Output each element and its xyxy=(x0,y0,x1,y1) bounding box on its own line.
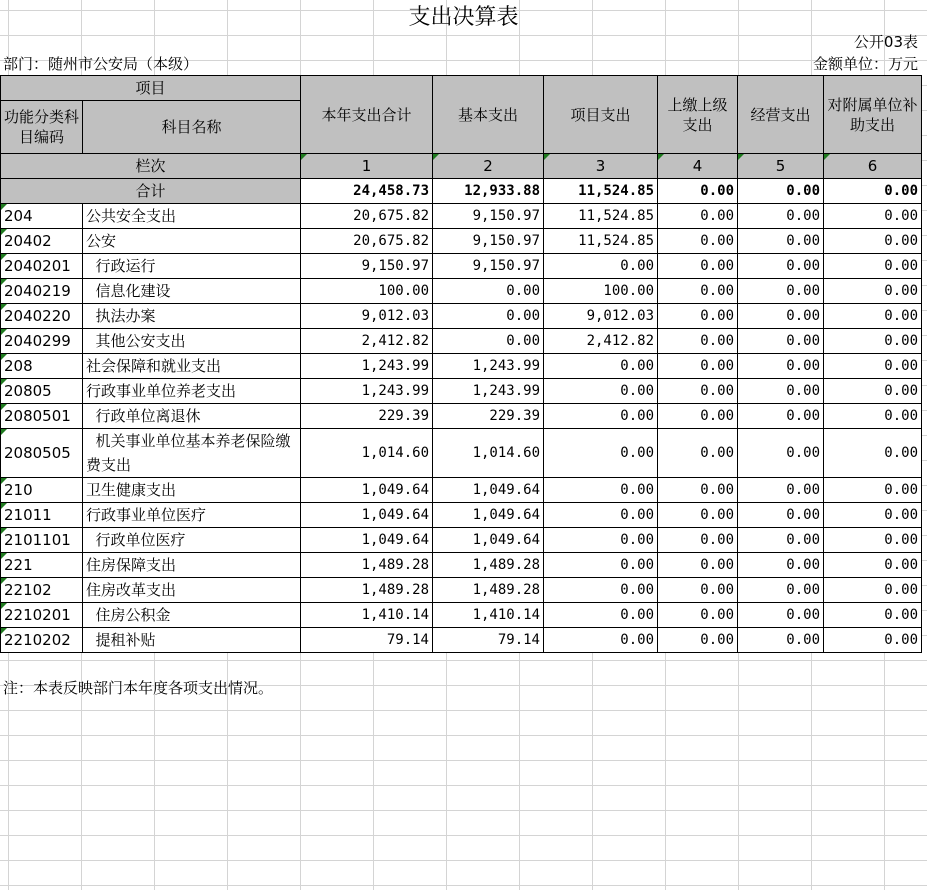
amount-cell: 0.00 xyxy=(738,603,824,628)
table-row xyxy=(1,379,922,404)
amount-cell: 0.00 xyxy=(824,503,922,528)
func-code-cell: 2080501 xyxy=(1,404,83,429)
amount-cell: 9,150.97 xyxy=(433,254,544,279)
sheet-title: 支出决算表 xyxy=(408,5,519,30)
func-code-cell: 2210202 xyxy=(1,628,83,653)
amount-cell: 2,412.82 xyxy=(544,329,658,354)
amount-cell: 1,243.99 xyxy=(433,354,544,379)
amount-cell: 0.00 xyxy=(738,279,824,304)
amount-cell: 0.00 xyxy=(658,229,738,254)
amount-cell: 0.00 xyxy=(544,553,658,578)
amount-cell: 9,012.03 xyxy=(301,304,433,329)
subject-name-header: 科目名称 xyxy=(83,101,301,154)
amount-cell: 0.00 xyxy=(544,254,658,279)
amount-cell: 1,014.60 xyxy=(301,429,433,478)
subject-name-cell: 公共安全支出 xyxy=(83,204,301,229)
amount-cell: 0.00 xyxy=(824,379,922,404)
table-row xyxy=(1,478,922,503)
amount-cell: 0.00 xyxy=(544,628,658,653)
amount-cell: 0.00 xyxy=(824,553,922,578)
col-index-6: 6 xyxy=(824,154,922,179)
table-row xyxy=(1,553,922,578)
amount-cell: 9,150.97 xyxy=(433,204,544,229)
amount-cell: 0.00 xyxy=(824,329,922,354)
amount-cell: 0.00 xyxy=(738,429,824,478)
amount-cell: 0.00 xyxy=(824,204,922,229)
amount-cell: 1,489.28 xyxy=(301,553,433,578)
col-total-header: 本年支出合计 xyxy=(301,76,433,154)
amount-cell: 0.00 xyxy=(544,429,658,478)
amount-cell: 0.00 xyxy=(824,603,922,628)
total-value: 0.00 xyxy=(738,179,824,204)
subject-name-cell: 住房公积金 xyxy=(83,603,301,628)
total-value: 11,524.85 xyxy=(544,179,658,204)
col-index-4: 4 xyxy=(658,154,738,179)
col-index-2: 2 xyxy=(433,154,544,179)
table-code: 公开03表 xyxy=(853,33,918,51)
amount-cell: 0.00 xyxy=(544,478,658,503)
total-value: 24,458.73 xyxy=(301,179,433,204)
table-row xyxy=(1,603,922,628)
amount-cell: 0.00 xyxy=(824,628,922,653)
amount-cell: 0.00 xyxy=(824,478,922,503)
amount-cell: 0.00 xyxy=(738,379,824,404)
amount-cell: 100.00 xyxy=(544,279,658,304)
table-row xyxy=(1,279,922,304)
amount-cell: 0.00 xyxy=(544,354,658,379)
amount-cell: 0.00 xyxy=(544,528,658,553)
amount-cell: 1,243.99 xyxy=(433,379,544,404)
amount-cell: 229.39 xyxy=(301,404,433,429)
amount-cell: 0.00 xyxy=(544,603,658,628)
amount-cell: 100.00 xyxy=(301,279,433,304)
amount-cell: 1,410.14 xyxy=(433,603,544,628)
total-value: 12,933.88 xyxy=(433,179,544,204)
subject-name-cell: 机关事业单位基本养老保险缴费支出 xyxy=(83,429,301,478)
amount-cell: 20,675.82 xyxy=(301,229,433,254)
amount-cell: 0.00 xyxy=(824,279,922,304)
table-row xyxy=(1,628,922,653)
func-code-cell: 221 xyxy=(1,553,83,578)
amount-cell: 0.00 xyxy=(738,628,824,653)
table-row xyxy=(1,503,922,528)
total-value: 0.00 xyxy=(658,179,738,204)
amount-cell: 0.00 xyxy=(658,429,738,478)
func-code-cell: 204 xyxy=(1,204,83,229)
func-code-cell: 20402 xyxy=(1,229,83,254)
amount-cell: 0.00 xyxy=(738,354,824,379)
amount-cell: 0.00 xyxy=(738,578,824,603)
subject-name-cell: 提租补贴 xyxy=(83,628,301,653)
amount-cell: 0.00 xyxy=(658,304,738,329)
amount-cell: 0.00 xyxy=(738,304,824,329)
subject-name-cell: 信息化建设 xyxy=(83,279,301,304)
amount-cell: 0.00 xyxy=(433,304,544,329)
table-row xyxy=(1,354,922,379)
amount-cell: 79.14 xyxy=(301,628,433,653)
amount-cell: 1,243.99 xyxy=(301,379,433,404)
footnote: 注：本表反映部门本年度各项支出情况。 xyxy=(3,679,274,697)
amount-cell: 0.00 xyxy=(738,553,824,578)
unit-label: 金额单位：万元 xyxy=(812,55,918,73)
func-code-cell: 21011 xyxy=(1,503,83,528)
amount-cell: 0.00 xyxy=(658,553,738,578)
subject-name-cell: 行政运行 xyxy=(83,254,301,279)
amount-cell: 1,243.99 xyxy=(301,354,433,379)
amount-cell: 0.00 xyxy=(544,503,658,528)
amount-cell: 0.00 xyxy=(658,478,738,503)
amount-cell: 0.00 xyxy=(433,279,544,304)
func-code-cell: 2040220 xyxy=(1,304,83,329)
amount-cell: 0.00 xyxy=(658,379,738,404)
col-subsidy-header: 对附属单位补助支出 xyxy=(824,76,922,154)
amount-cell: 0.00 xyxy=(738,229,824,254)
amount-cell: 0.00 xyxy=(433,329,544,354)
col-index-5: 5 xyxy=(738,154,824,179)
total-label: 合计 xyxy=(1,179,301,204)
amount-cell: 1,489.28 xyxy=(301,578,433,603)
amount-cell: 11,524.85 xyxy=(544,229,658,254)
table-row xyxy=(1,304,922,329)
lanci-header: 栏次 xyxy=(1,154,301,179)
amount-cell: 9,150.97 xyxy=(433,229,544,254)
amount-cell: 0.00 xyxy=(658,204,738,229)
amount-cell: 0.00 xyxy=(824,429,922,478)
amount-cell: 1,489.28 xyxy=(433,553,544,578)
subject-name-cell: 住房保障支出 xyxy=(83,553,301,578)
amount-cell: 1,049.64 xyxy=(301,503,433,528)
amount-cell: 1,410.14 xyxy=(301,603,433,628)
col-index-1: 1 xyxy=(301,154,433,179)
amount-cell: 0.00 xyxy=(738,254,824,279)
amount-cell: 0.00 xyxy=(658,254,738,279)
amount-cell: 0.00 xyxy=(658,528,738,553)
func-code-cell: 2040219 xyxy=(1,279,83,304)
func-code-cell: 2101101 xyxy=(1,528,83,553)
amount-cell: 1,489.28 xyxy=(433,578,544,603)
subject-name-cell: 行政事业单位医疗 xyxy=(83,503,301,528)
subject-name-cell: 公安 xyxy=(83,229,301,254)
amount-cell: 0.00 xyxy=(824,354,922,379)
table-row xyxy=(1,204,922,229)
subject-name-cell: 行政单位离退休 xyxy=(83,404,301,429)
amount-cell: 1,014.60 xyxy=(433,429,544,478)
amount-cell: 0.00 xyxy=(824,254,922,279)
amount-cell: 1,049.64 xyxy=(433,528,544,553)
amount-cell: 0.00 xyxy=(824,229,922,254)
amount-cell: 0.00 xyxy=(544,578,658,603)
amount-cell: 0.00 xyxy=(658,603,738,628)
subject-name-cell: 社会保障和就业支出 xyxy=(83,354,301,379)
table-row xyxy=(1,429,922,478)
col-operating-header: 经营支出 xyxy=(738,76,824,154)
expenditure-table xyxy=(0,75,922,653)
amount-cell: 0.00 xyxy=(658,628,738,653)
amount-cell: 11,524.85 xyxy=(544,204,658,229)
amount-cell: 0.00 xyxy=(658,354,738,379)
amount-cell: 0.00 xyxy=(824,578,922,603)
amount-cell: 0.00 xyxy=(824,304,922,329)
amount-cell: 0.00 xyxy=(824,528,922,553)
amount-cell: 1,049.64 xyxy=(433,503,544,528)
func-code-cell: 2040299 xyxy=(1,329,83,354)
table-row xyxy=(1,528,922,553)
col-project-header: 项目支出 xyxy=(544,76,658,154)
amount-cell: 0.00 xyxy=(658,329,738,354)
project-header: 项目 xyxy=(1,76,301,101)
subject-name-cell: 其他公安支出 xyxy=(83,329,301,354)
func-code-cell: 210 xyxy=(1,478,83,503)
amount-cell: 0.00 xyxy=(544,404,658,429)
amount-cell: 20,675.82 xyxy=(301,204,433,229)
amount-cell: 2,412.82 xyxy=(301,329,433,354)
subject-name-cell: 行政事业单位养老支出 xyxy=(83,379,301,404)
subject-name-cell: 行政单位医疗 xyxy=(83,528,301,553)
amount-cell: 0.00 xyxy=(544,379,658,404)
amount-cell: 0.00 xyxy=(738,404,824,429)
func-code-cell: 2210201 xyxy=(1,603,83,628)
table-row xyxy=(1,229,922,254)
amount-cell: 1,049.64 xyxy=(301,528,433,553)
col-upper-header: 上缴上级支出 xyxy=(658,76,738,154)
func-code-cell: 208 xyxy=(1,354,83,379)
amount-cell: 1,049.64 xyxy=(301,478,433,503)
func-code-cell: 22102 xyxy=(1,578,83,603)
table-row xyxy=(1,329,922,354)
amount-cell: 0.00 xyxy=(658,404,738,429)
amount-cell: 0.00 xyxy=(658,279,738,304)
amount-cell: 0.00 xyxy=(738,528,824,553)
subject-name-cell: 执法办案 xyxy=(83,304,301,329)
amount-cell: 1,049.64 xyxy=(433,478,544,503)
department-label: 部门：随州市公安局（本级） xyxy=(3,55,199,73)
amount-cell: 79.14 xyxy=(433,628,544,653)
amount-cell: 9,150.97 xyxy=(301,254,433,279)
amount-cell: 0.00 xyxy=(738,204,824,229)
subject-name-cell: 住房改革支出 xyxy=(83,578,301,603)
func-code-cell: 2040201 xyxy=(1,254,83,279)
table-row xyxy=(1,578,922,603)
table-row xyxy=(1,404,922,429)
amount-cell: 0.00 xyxy=(658,578,738,603)
func-code-header: 功能分类科目编码 xyxy=(1,101,83,154)
func-code-cell: 2080505 xyxy=(1,429,83,478)
amount-cell: 0.00 xyxy=(658,503,738,528)
amount-cell: 0.00 xyxy=(738,503,824,528)
amount-cell: 229.39 xyxy=(433,404,544,429)
col-index-3: 3 xyxy=(544,154,658,179)
total-value: 0.00 xyxy=(824,179,922,204)
table-row xyxy=(1,254,922,279)
subject-name-cell: 卫生健康支出 xyxy=(83,478,301,503)
amount-cell: 0.00 xyxy=(738,329,824,354)
amount-cell: 0.00 xyxy=(738,478,824,503)
amount-cell: 0.00 xyxy=(824,404,922,429)
amount-cell: 9,012.03 xyxy=(544,304,658,329)
col-basic-header: 基本支出 xyxy=(433,76,544,154)
func-code-cell: 20805 xyxy=(1,379,83,404)
